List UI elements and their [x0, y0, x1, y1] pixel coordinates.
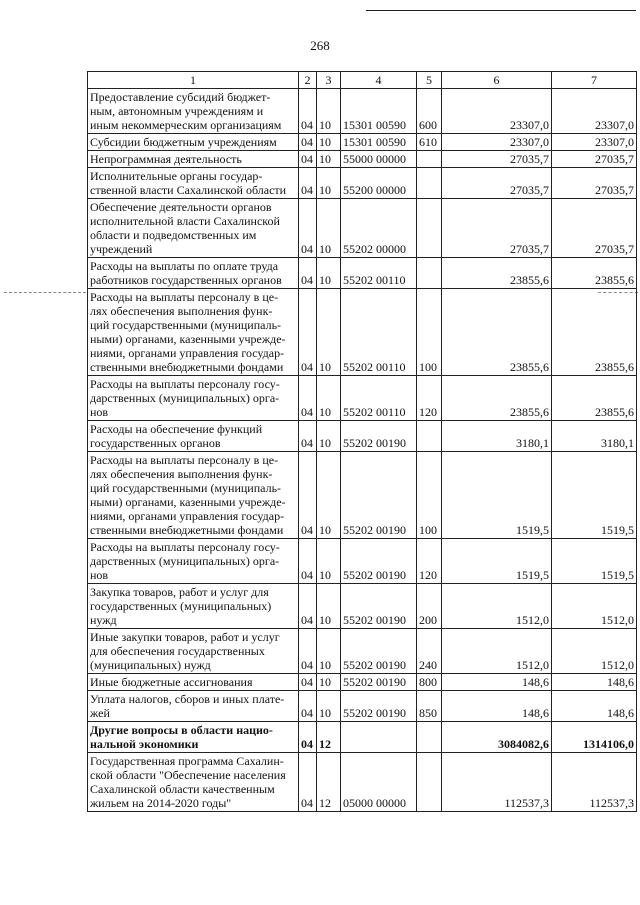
target-article-code: 55202 00110 — [341, 376, 417, 421]
table-row — [88, 753, 637, 812]
subsection-code: 10 — [317, 258, 341, 289]
expense-type-code: 610 — [417, 134, 442, 151]
expense-type-code — [417, 421, 442, 452]
row-name: Предоставление субсидий бюджет- ным, автономным учреждениям и иным некоммерческим организациям — [88, 89, 299, 134]
amount-column-6: 1512,0 — [442, 629, 552, 674]
amount-column-7: 1314106,0 — [552, 722, 637, 753]
row-name: Другие вопросы в области нацио- нальной экономики — [88, 722, 299, 753]
subsection-code: 10 — [317, 134, 341, 151]
table-row — [88, 199, 637, 258]
target-article-code: 55202 00190 — [341, 674, 417, 691]
target-article-code: 55202 00110 — [341, 289, 417, 376]
row-name: Закупка товаров, работ и услуг для государственных (муниципальных) нужд — [88, 584, 299, 629]
row-name: Субсидии бюджетным учреждениям — [88, 134, 299, 151]
expense-type-code: 100 — [417, 452, 442, 539]
table-row — [88, 629, 637, 674]
expense-type-code — [417, 722, 442, 753]
amount-column-7: 1512,0 — [552, 629, 637, 674]
expense-type-code — [417, 258, 442, 289]
amount-column-7: 1519,5 — [552, 452, 637, 539]
row-name: Расходы на выплаты персоналу госу- дарственных (муниципальных) орга- нов — [88, 376, 299, 421]
subsection-code: 10 — [317, 376, 341, 421]
amount-column-7: 27035,7 — [552, 199, 637, 258]
expense-type-code — [417, 168, 442, 199]
section-code: 04 — [299, 539, 317, 584]
target-article-code: 55202 00190 — [341, 539, 417, 584]
table-row — [88, 258, 637, 289]
target-article-code: 55202 00190 — [341, 629, 417, 674]
subsection-code: 10 — [317, 151, 341, 168]
header-cell: 3 — [317, 72, 341, 89]
table-row — [88, 168, 637, 199]
section-code: 04 — [299, 691, 317, 722]
expense-type-code — [417, 199, 442, 258]
section-code: 04 — [299, 722, 317, 753]
subsection-code: 10 — [317, 452, 341, 539]
expense-type-code: 120 — [417, 539, 442, 584]
row-name: Расходы на обеспечение функций государственных органов — [88, 421, 299, 452]
amount-column-6: 148,6 — [442, 674, 552, 691]
budget-table — [87, 71, 637, 812]
target-article-code: 55202 00190 — [341, 421, 417, 452]
row-name: Расходы на выплаты персоналу в це- лях обеспечения выполнения функ- ций государственными (муниципаль- ными) органами, казенными учрежде- ниями, органами управления государ- ственными внебюджетными фондами — [88, 452, 299, 539]
table-row — [88, 376, 637, 421]
section-code: 04 — [299, 376, 317, 421]
target-article-code: 55202 00190 — [341, 452, 417, 539]
expense-type-code: 850 — [417, 691, 442, 722]
row-name: Уплата налогов, сборов и иных плате- жей — [88, 691, 299, 722]
expense-type-code — [417, 151, 442, 168]
amount-column-6: 1519,5 — [442, 452, 552, 539]
target-article-code: 55202 00190 — [341, 691, 417, 722]
section-code: 04 — [299, 753, 317, 812]
amount-column-6: 23855,6 — [442, 258, 552, 289]
header-cell: 2 — [299, 72, 317, 89]
row-name: Непрограммная деятельность — [88, 151, 299, 168]
header-cell: 5 — [417, 72, 442, 89]
amount-column-6: 3084082,6 — [442, 722, 552, 753]
row-name: Расходы на выплаты персоналу госу- дарственных (муниципальных) орга- нов — [88, 539, 299, 584]
scan-artifact-line — [4, 292, 86, 293]
amount-column-6: 112537,3 — [442, 753, 552, 812]
expense-type-code — [417, 753, 442, 812]
amount-column-7: 3180,1 — [552, 421, 637, 452]
section-code: 04 — [299, 629, 317, 674]
table-row — [88, 89, 637, 134]
section-code: 04 — [299, 151, 317, 168]
section-code: 04 — [299, 89, 317, 134]
row-name: Иные закупки товаров, работ и услуг для обеспечения государственных (муниципальных) нужд — [88, 629, 299, 674]
amount-column-6: 23307,0 — [442, 134, 552, 151]
amount-column-7: 27035,7 — [552, 151, 637, 168]
target-article-code: 05000 00000 — [341, 753, 417, 812]
amount-column-7: 148,6 — [552, 691, 637, 722]
amount-column-7: 1512,0 — [552, 584, 637, 629]
amount-column-6: 23307,0 — [442, 89, 552, 134]
subsection-code: 10 — [317, 199, 341, 258]
target-article-code: 15301 00590 — [341, 134, 417, 151]
section-code: 04 — [299, 168, 317, 199]
section-code: 04 — [299, 199, 317, 258]
subsection-code: 12 — [317, 753, 341, 812]
subsection-code: 10 — [317, 691, 341, 722]
row-name: Государственная программа Сахалин- ской области "Обеспечение населения Сахалинской области качественным жильем на 2014-2020 годы" — [88, 753, 299, 812]
target-article-code: 55202 00190 — [341, 584, 417, 629]
subsection-code: 10 — [317, 289, 341, 376]
table-row — [88, 722, 637, 753]
section-code: 04 — [299, 289, 317, 376]
amount-column-6: 3180,1 — [442, 421, 552, 452]
expense-type-code: 800 — [417, 674, 442, 691]
amount-column-6: 27035,7 — [442, 151, 552, 168]
table-row — [88, 539, 637, 584]
amount-column-7: 112537,3 — [552, 753, 637, 812]
subsection-code: 10 — [317, 674, 341, 691]
row-name: Исполнительные органы государ- ственной власти Сахалинской области — [88, 168, 299, 199]
target-article-code: 15301 00590 — [341, 89, 417, 134]
section-code: 04 — [299, 134, 317, 151]
table-row — [88, 421, 637, 452]
section-code: 04 — [299, 674, 317, 691]
amount-column-6: 23855,6 — [442, 289, 552, 376]
amount-column-7: 23307,0 — [552, 134, 637, 151]
amount-column-7: 27035,7 — [552, 168, 637, 199]
page-number: 268 — [310, 38, 330, 53]
amount-column-6: 1512,0 — [442, 584, 552, 629]
row-name: Иные бюджетные ассигнования — [88, 674, 299, 691]
table-row — [88, 151, 637, 168]
target-article-code: 55202 00000 — [341, 199, 417, 258]
amount-column-6: 27035,7 — [442, 199, 552, 258]
subsection-code: 10 — [317, 629, 341, 674]
target-article-code: 55000 00000 — [341, 151, 417, 168]
row-name: Расходы на выплаты персоналу в це- лях обеспечения выполнения функ- ций государственными (муниципаль- ными) органами, казенными учрежде- ниями, органами управления государ- ственными внебюджетными фондами — [88, 289, 299, 376]
table-row — [88, 674, 637, 691]
table-row — [88, 134, 637, 151]
header-cell: 4 — [341, 72, 417, 89]
subsection-code: 10 — [317, 89, 341, 134]
section-code: 04 — [299, 452, 317, 539]
section-code: 04 — [299, 421, 317, 452]
target-article-code — [341, 722, 417, 753]
expense-type-code: 100 — [417, 289, 442, 376]
amount-column-6: 23855,6 — [442, 376, 552, 421]
subsection-code: 10 — [317, 168, 341, 199]
amount-column-6: 1519,5 — [442, 539, 552, 584]
table-row — [88, 289, 637, 376]
amount-column-6: 148,6 — [442, 691, 552, 722]
table-header-row — [88, 72, 637, 89]
subsection-code: 10 — [317, 421, 341, 452]
row-name: Обеспечение деятельности органов исполнительной власти Сахалинской области и подведомственных им учреждений — [88, 199, 299, 258]
amount-column-6: 27035,7 — [442, 168, 552, 199]
amount-column-7: 1519,5 — [552, 539, 637, 584]
amount-column-7: 23307,0 — [552, 89, 637, 134]
table-row — [88, 452, 637, 539]
header-cell: 7 — [552, 72, 637, 89]
expense-type-code: 120 — [417, 376, 442, 421]
amount-column-7: 23855,6 — [552, 376, 637, 421]
target-article-code: 55202 00110 — [341, 258, 417, 289]
expense-type-code: 600 — [417, 89, 442, 134]
subsection-code: 10 — [317, 584, 341, 629]
section-code: 04 — [299, 584, 317, 629]
expense-type-code: 240 — [417, 629, 442, 674]
amount-column-7: 23855,6 — [552, 289, 637, 376]
row-name: Расходы на выплаты по оплате труда работников государственных органов — [88, 258, 299, 289]
section-code: 04 — [299, 258, 317, 289]
table-row — [88, 584, 637, 629]
table-row — [88, 691, 637, 722]
amount-column-7: 148,6 — [552, 674, 637, 691]
header-cell: 1 — [88, 72, 299, 89]
subsection-code: 12 — [317, 722, 341, 753]
expense-type-code: 200 — [417, 584, 442, 629]
header-cell: 6 — [442, 72, 552, 89]
top-rule — [366, 10, 636, 11]
amount-column-7: 23855,6 — [552, 258, 637, 289]
subsection-code: 10 — [317, 539, 341, 584]
target-article-code: 55200 00000 — [341, 168, 417, 199]
